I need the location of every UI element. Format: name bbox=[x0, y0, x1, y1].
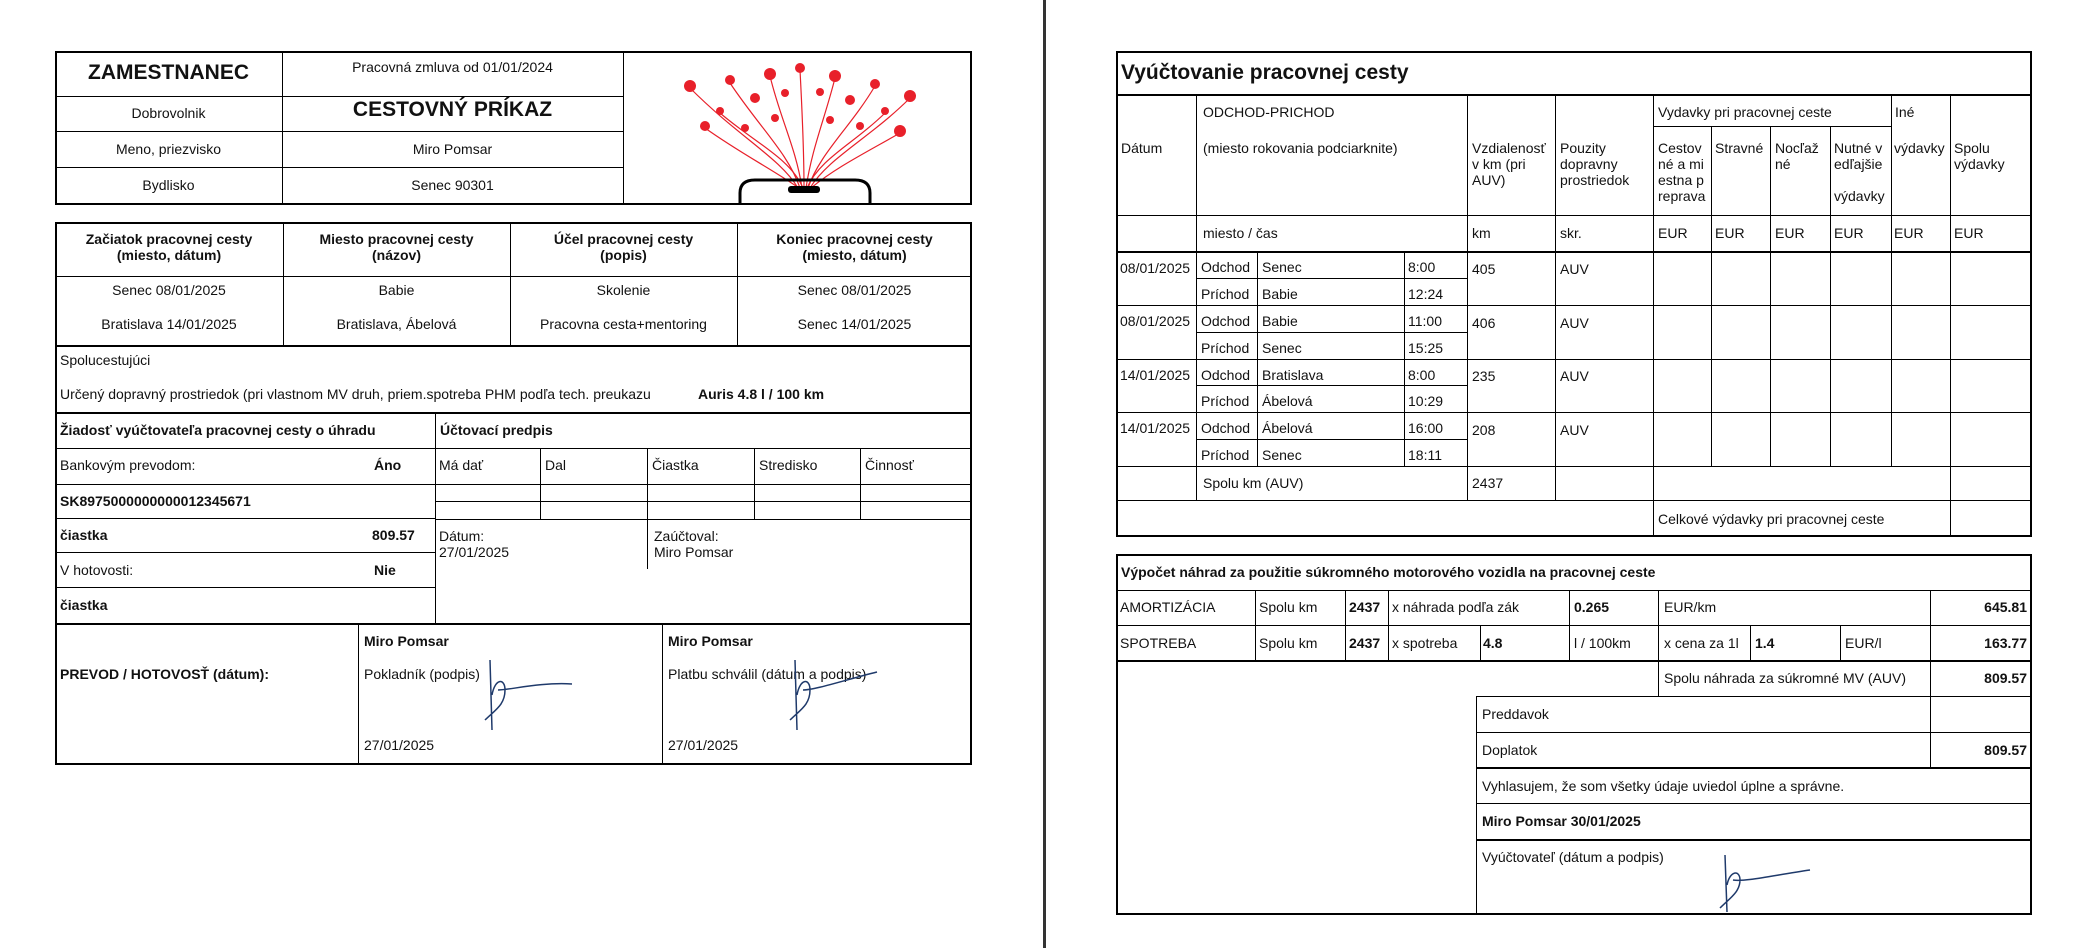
fuel-price-unit: EUR/l bbox=[1845, 635, 1882, 651]
posted-value: Miro Pomsar bbox=[654, 544, 734, 560]
fuel-price: 1.4 bbox=[1755, 635, 1775, 651]
vehicle-total-value: 809.57 bbox=[1984, 670, 2027, 686]
hdr-distance: Vzdialenosť v km (pri AUV) bbox=[1472, 140, 1546, 188]
trip-2-leg-1-place: Babie bbox=[1262, 313, 1298, 329]
trip-3-leg-1-place: Bratislava bbox=[1262, 367, 1324, 383]
booking-col-credit: Dal bbox=[545, 457, 567, 473]
hdr-place-time: miesto / čas bbox=[1203, 225, 1278, 241]
role: Dobrovolnik bbox=[131, 105, 206, 121]
booking-col-debit: Má dať bbox=[439, 457, 484, 473]
trip-2-leg-2-type: Príchod bbox=[1201, 340, 1250, 356]
vehicle-total-label: Spolu náhrada za súkromné MV (AUV) bbox=[1664, 670, 1906, 686]
fuel-km: 2437 bbox=[1349, 635, 1381, 651]
booking-date-value: 27/01/2025 bbox=[439, 544, 510, 560]
signer-label: Vyúčtovateľ (dátum a podpis) bbox=[1482, 849, 1664, 865]
hdr-eur-1: EUR bbox=[1658, 225, 1688, 241]
trip-3-vehicle: AUV bbox=[1560, 368, 1589, 384]
fuel-total: 163.77 bbox=[1984, 635, 2027, 651]
address-value: Senec 90301 bbox=[411, 177, 494, 193]
social-media-phone-logo bbox=[660, 58, 940, 205]
trip-4-km: 208 bbox=[1472, 422, 1496, 438]
fuel-km-label: Spolu km bbox=[1259, 635, 1318, 651]
trip-2-km: 406 bbox=[1472, 315, 1496, 331]
amort-km-label: Spolu km bbox=[1259, 599, 1318, 615]
trip-row-1-end: Senec 08/01/2025 bbox=[797, 282, 912, 298]
total-km-value: 2437 bbox=[1472, 475, 1504, 491]
iban: SK8975000000000012345671 bbox=[60, 493, 251, 509]
advance-label: Preddavok bbox=[1482, 706, 1549, 722]
trip-2-date: 08/01/2025 bbox=[1120, 313, 1191, 329]
trip-4-leg-1-time: 16:00 bbox=[1408, 420, 1444, 436]
signer: Miro Pomsar 30/01/2025 bbox=[1482, 813, 1641, 829]
trip-3-date: 14/01/2025 bbox=[1120, 367, 1191, 383]
hdr-date: Dátum bbox=[1121, 140, 1163, 156]
trip-1-leg-1-time: 8:00 bbox=[1408, 259, 1436, 275]
trip-row-2-end: Senec 14/01/2025 bbox=[797, 316, 912, 332]
calc-title: Výpočet náhrad za použitie súkromného motorového vozidla na pracovnej ceste bbox=[1121, 564, 1656, 580]
trip-1-leg-2-time: 12:24 bbox=[1408, 286, 1444, 302]
booking-col-amount: Čiastka bbox=[652, 457, 699, 473]
cashier-date: 27/01/2025 bbox=[364, 737, 435, 753]
booking-date-label: Dátum: bbox=[439, 528, 485, 544]
contract-date: Pracovná zmluva od 01/01/2024 bbox=[352, 59, 553, 75]
trip-row-2-place: Bratislava, Ábelová bbox=[336, 316, 457, 332]
trip-4-leg-2-type: Príchod bbox=[1201, 447, 1250, 463]
amort-km: 2437 bbox=[1349, 599, 1381, 615]
approver-name: Miro Pomsar bbox=[668, 633, 753, 649]
trip-3-leg-2-type: Príchod bbox=[1201, 393, 1250, 409]
trip-2-vehicle: AUV bbox=[1560, 315, 1589, 331]
balance-label: Doplatok bbox=[1482, 742, 1538, 758]
declaration: Vyhlasujem, že som všetky údaje uviedol úplne a správne. bbox=[1482, 778, 1845, 794]
hdr-transport: Pouzity dopravny prostriedok bbox=[1560, 140, 1630, 188]
transport-value: Auris 4.8 l / 100 km bbox=[698, 386, 825, 402]
trip-4-vehicle: AUV bbox=[1560, 422, 1589, 438]
hdr-meeting-place: (miesto rokovania podciarknite) bbox=[1203, 140, 1398, 156]
trip-1-vehicle: AUV bbox=[1560, 261, 1589, 277]
trip-purpose-header: Účel pracovnej cesty (popis) bbox=[553, 231, 694, 263]
address-label: Bydlisko bbox=[142, 177, 195, 193]
trip-4-leg-1-place: Ábelová bbox=[1262, 420, 1313, 436]
trip-2-leg-1-type: Odchod bbox=[1201, 313, 1251, 329]
trip-4-date: 14/01/2025 bbox=[1120, 420, 1191, 436]
approver-date: 27/01/2025 bbox=[668, 737, 739, 753]
amount-label: čiastka bbox=[60, 527, 108, 543]
hdr-lodging: Nocľaž né bbox=[1775, 140, 1819, 172]
trip-3-leg-2-place: Ábelová bbox=[1262, 393, 1313, 409]
fuel-consumption-label: x spotreba bbox=[1392, 635, 1458, 651]
trip-3-leg-1-type: Odchod bbox=[1201, 367, 1251, 383]
trip-1-leg-2-place: Babie bbox=[1262, 286, 1298, 302]
amort-unit: EUR/km bbox=[1664, 599, 1717, 615]
settlement-title: Vyúčtovanie pracovnej cesty bbox=[1121, 61, 1409, 84]
bank-transfer-label: Bankovým prevodom: bbox=[60, 457, 196, 473]
hdr-eur-3: EUR bbox=[1775, 225, 1805, 241]
hdr-eur-2: EUR bbox=[1715, 225, 1745, 241]
trip-row-2-start: Bratislava 14/01/2025 bbox=[101, 316, 237, 332]
amort-rate: 0.265 bbox=[1574, 599, 1610, 615]
hdr-expenses-title: Vydavky pri pracovnej ceste bbox=[1658, 104, 1832, 120]
payment-request-title: Žiadosť vyúčtovateľa pracovnej cesty o úhradu bbox=[60, 422, 376, 438]
trip-1-leg-2-type: Príchod bbox=[1201, 286, 1250, 302]
employee-title: ZAMESTNANEC bbox=[88, 61, 249, 84]
name-value: Miro Pomsar bbox=[412, 141, 493, 157]
transport-label: Určený dopravný prostriedok (pri vlastnom MV druh, priem.spotreba PHM podľa tech. preukazu bbox=[60, 386, 651, 402]
hdr-total: Spolu výdavky bbox=[1954, 140, 2005, 172]
trip-4-leg-2-time: 18:11 bbox=[1408, 447, 1442, 463]
trip-row-1-place: Babie bbox=[378, 282, 415, 298]
cashier-label: Pokladník (podpis) bbox=[364, 666, 480, 682]
cashier-signature bbox=[450, 650, 580, 735]
order-title: CESTOVNÝ PRÍKAZ bbox=[352, 98, 553, 121]
hdr-eur-6: EUR bbox=[1954, 225, 1984, 241]
posted-label: Zaúčtoval: bbox=[654, 528, 719, 544]
trip-row-1-purpose: Skolenie bbox=[596, 282, 651, 298]
hdr-abbr: skr. bbox=[1560, 225, 1582, 241]
trip-3-km: 235 bbox=[1472, 368, 1496, 384]
booking-col-center: Stredisko bbox=[759, 457, 818, 473]
settlement-signature bbox=[1685, 850, 1815, 915]
booking-col-activity: Činnosť bbox=[865, 457, 914, 473]
trip-row-2-purpose: Pracovna cesta+mentoring bbox=[540, 316, 707, 332]
approver-label: Platbu schválil (dátum a podpis) bbox=[668, 666, 867, 682]
hdr-departure: ODCHOD-PRICHOD bbox=[1203, 104, 1335, 120]
bank-transfer-value: Áno bbox=[374, 457, 402, 473]
trip-4-leg-2-place: Senec bbox=[1262, 447, 1302, 463]
amort-total: 645.81 bbox=[1984, 599, 2027, 615]
trip-1-leg-1-place: Senec bbox=[1262, 259, 1302, 275]
fuel-consumption: 4.8 bbox=[1483, 635, 1503, 651]
hdr-km: km bbox=[1472, 225, 1491, 241]
trip-1-leg-1-type: Odchod bbox=[1201, 259, 1251, 275]
hdr-eur-5: EUR bbox=[1894, 225, 1924, 241]
trip-1-date: 08/01/2025 bbox=[1120, 260, 1191, 276]
total-expenses-label: Celkové výdavky pri pracovnej ceste bbox=[1658, 511, 1885, 527]
hdr-other-needed: Nutné v edľajšie výdavky bbox=[1834, 140, 1885, 204]
transfer-cash-label: PREVOD / HOTOVOSŤ (dátum): bbox=[60, 666, 269, 682]
page-divider bbox=[1043, 0, 1046, 948]
trip-2-leg-1-time: 11:00 bbox=[1408, 313, 1442, 329]
amort-label: AMORTIZÁCIA bbox=[1120, 599, 1216, 615]
cashier-name: Miro Pomsar bbox=[364, 633, 449, 649]
approver-signature bbox=[755, 650, 885, 735]
hdr-other-title: Iné bbox=[1895, 104, 1915, 120]
amort-rate-label: x náhrada podľa zák bbox=[1392, 599, 1520, 615]
trip-2-leg-2-time: 15:25 bbox=[1408, 340, 1444, 356]
trip-2-leg-2-place: Senec bbox=[1262, 340, 1302, 356]
trip-4-leg-1-type: Odchod bbox=[1201, 420, 1251, 436]
cash-amount-label: čiastka bbox=[60, 597, 108, 613]
cash-value: Nie bbox=[374, 562, 396, 578]
trip-start-header: Začiatok pracovnej cesty (miesto, dátum) bbox=[85, 231, 253, 263]
fuel-price-label: x cena za 1l bbox=[1664, 635, 1739, 651]
hdr-travel: Cestov né a mi estna p reprava bbox=[1658, 140, 1706, 204]
booking-title: Účtovací predpis bbox=[440, 422, 553, 438]
total-km-label: Spolu km (AUV) bbox=[1203, 475, 1304, 491]
trip-3-leg-1-time: 8:00 bbox=[1408, 367, 1436, 383]
name-label: Meno, priezvisko bbox=[115, 141, 222, 157]
hdr-other-exp: výdavky bbox=[1894, 140, 1945, 156]
amount-value: 809.57 bbox=[372, 527, 415, 543]
trip-place-header: Miesto pracovnej cesty (názov) bbox=[319, 231, 474, 263]
hdr-eur-4: EUR bbox=[1834, 225, 1864, 241]
trip-row-1-start: Senec 08/01/2025 bbox=[112, 282, 226, 298]
trip-3-leg-2-time: 10:29 bbox=[1408, 393, 1444, 409]
fuel-label: SPOTREBA bbox=[1120, 635, 1197, 651]
trip-end-header: Koniec pracovnej cesty (miesto, dátum) bbox=[776, 231, 933, 263]
trip-1-km: 405 bbox=[1472, 261, 1496, 277]
fuel-consumption-unit: l / 100km bbox=[1574, 635, 1631, 651]
companions-label: Spolucestujúci bbox=[60, 352, 151, 368]
settlement-table bbox=[1116, 51, 2032, 537]
balance-value: 809.57 bbox=[1984, 742, 2027, 758]
hdr-meals: Stravné bbox=[1715, 140, 1764, 156]
cash-label: V hotovosti: bbox=[60, 562, 134, 578]
